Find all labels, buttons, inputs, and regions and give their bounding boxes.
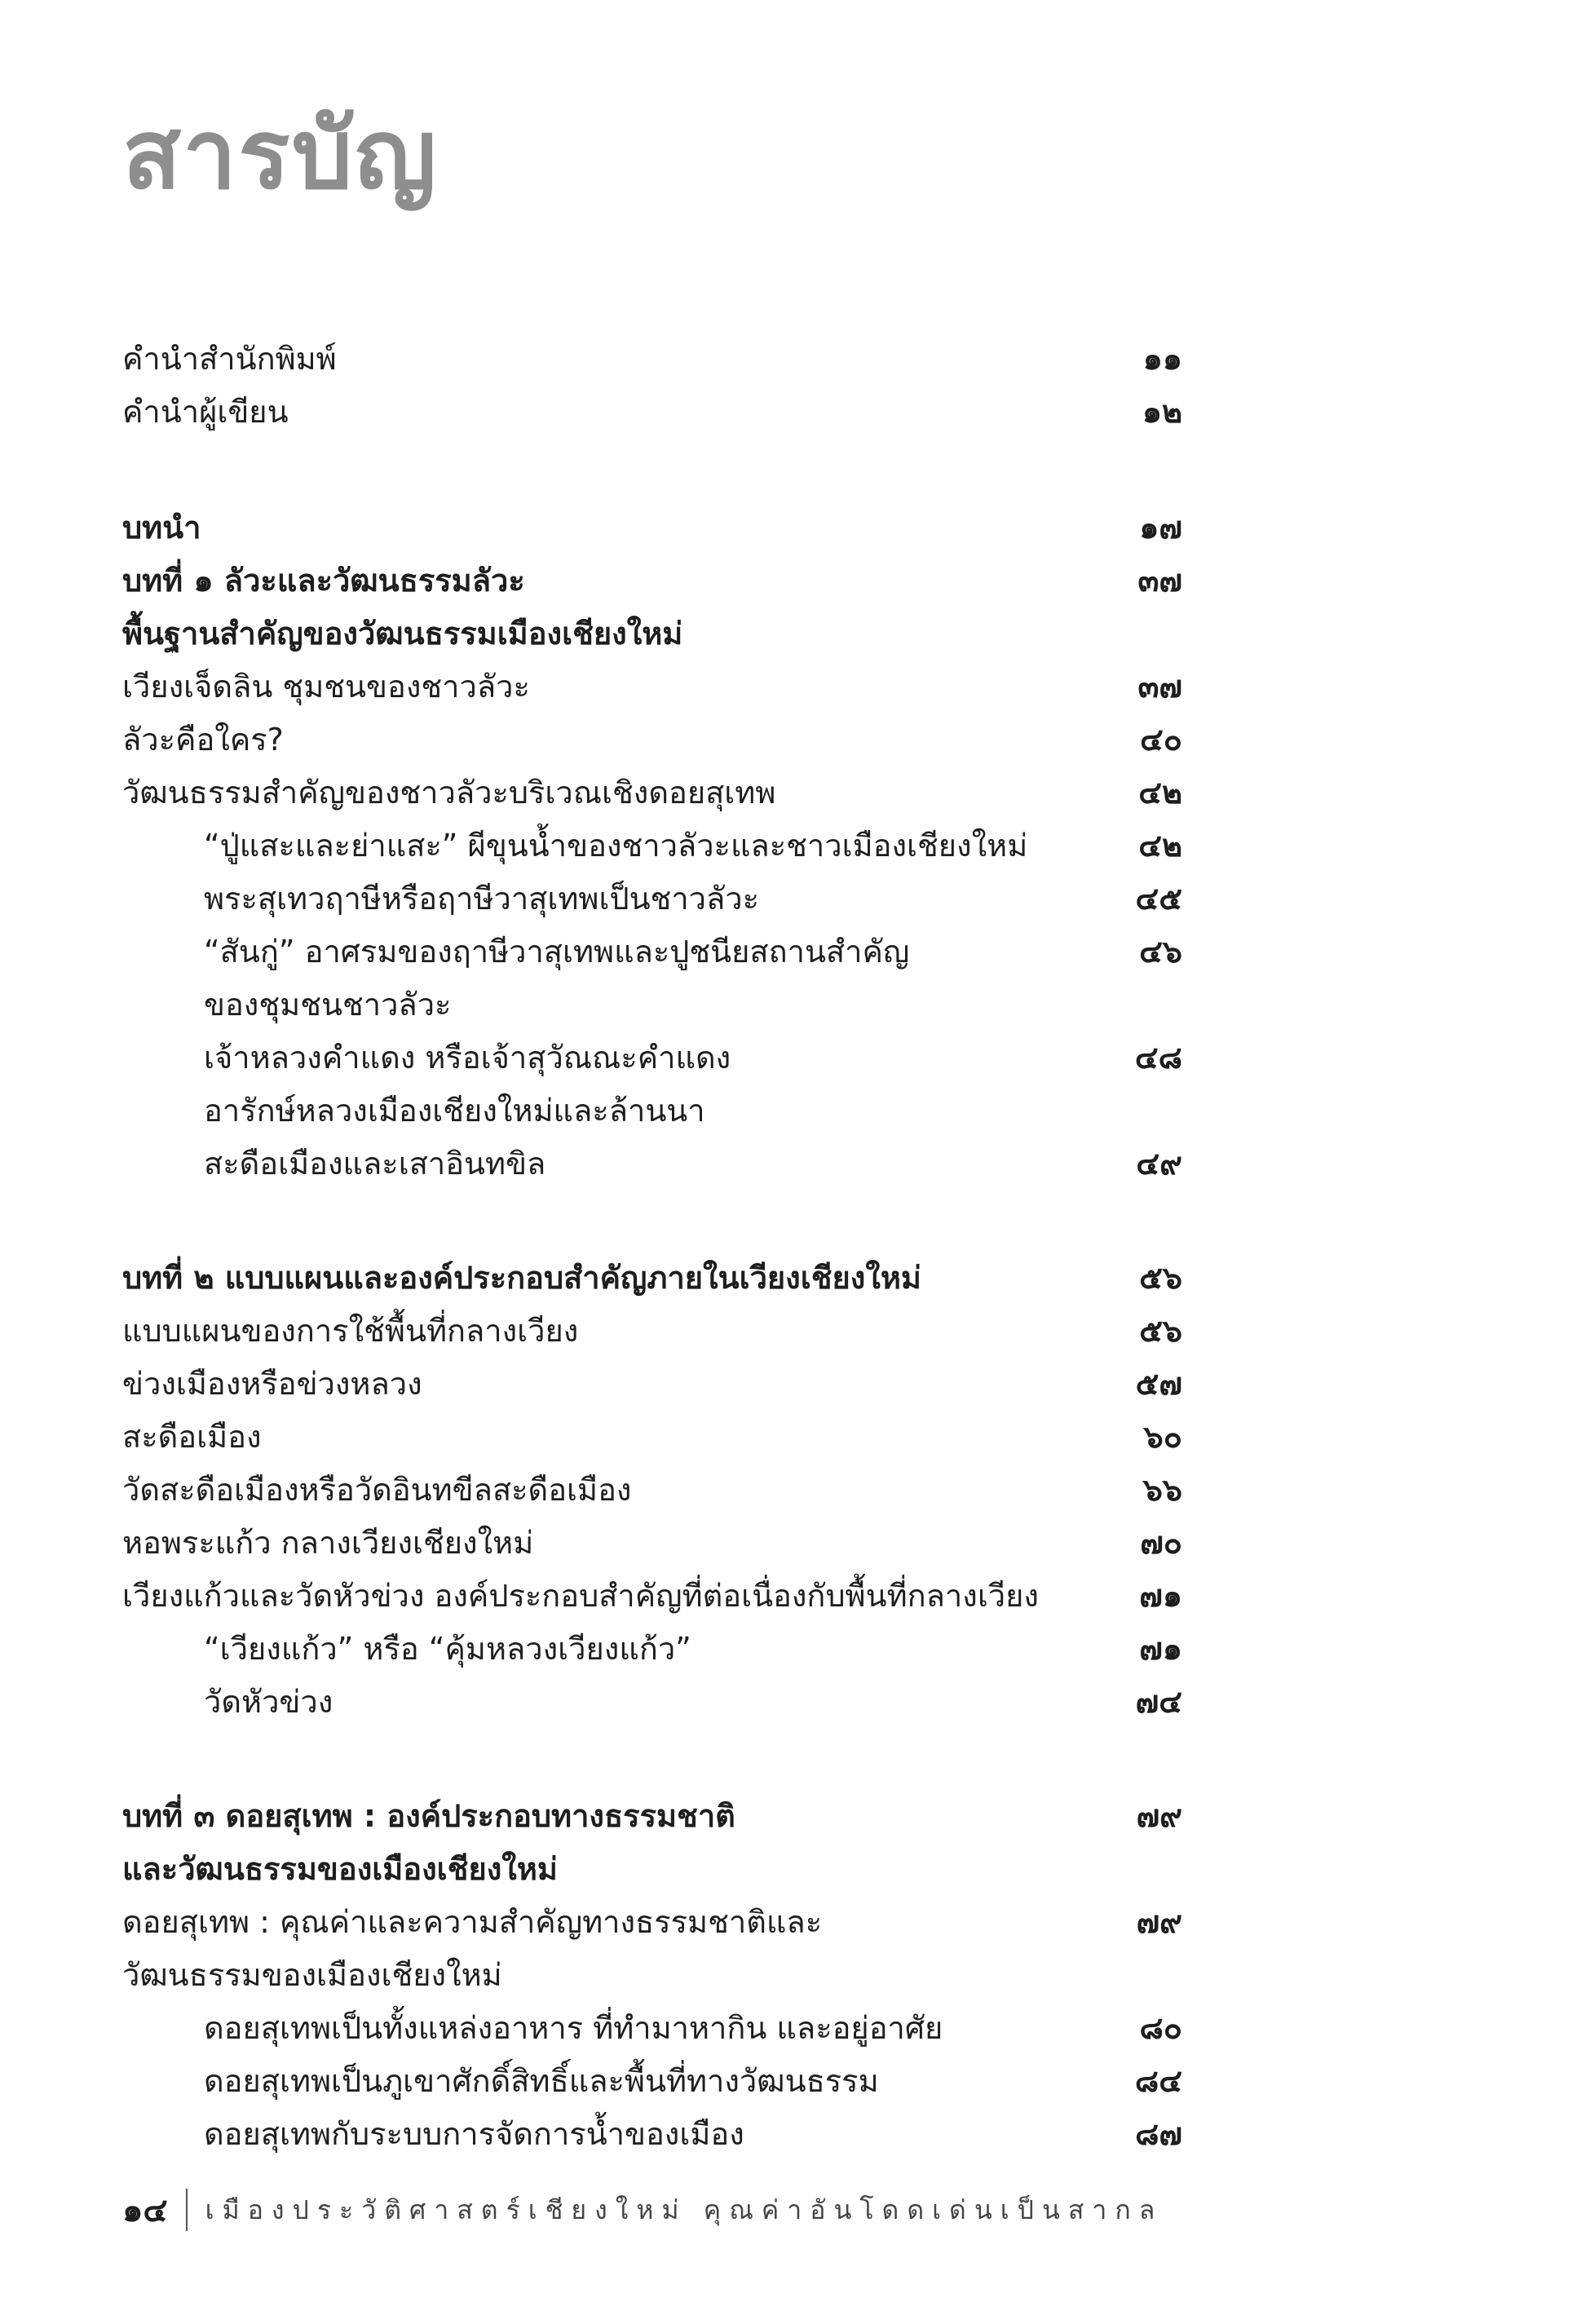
toc-entry — [122, 1306, 1182, 1355]
toc-entry — [122, 503, 1182, 552]
toc-entry-page-number: ๗๔ — [1135, 1684, 1182, 1720]
toc-entry-title: เจ้าหลวงคำแดง หรือเจ้าสุวัณณะคำแดง — [204, 1040, 731, 1076]
toc-entry-page-number: ๓๗ — [1137, 563, 1182, 599]
toc-entry-title: สะดือเมืองและเสาอินทขิล — [204, 1146, 546, 1182]
toc-entry-page-number: ๗๙ — [1136, 1904, 1182, 1940]
toc-entry-title: คำนำผู้เขียน — [122, 394, 289, 430]
toc-entry-page-number: ๔๘ — [1134, 1040, 1182, 1076]
toc-entry-title: ของชุมชนชาวลัวะ — [204, 987, 452, 1023]
toc-entry — [122, 2004, 1182, 2052]
toc-entry-page-number: ๕๗ — [1135, 1366, 1182, 1402]
toc-entry-title: ดอยสุเทพเป็นทั้งแหล่งอาหาร ที่ทำมาหากิน และอยู่อาศัย — [204, 2010, 943, 2046]
toc-entry-title: ดอยสุเทพ : คุณค่าและความสำคัญทางธรรมชาติและ — [122, 1904, 823, 1940]
toc-entry-title: พื้นฐานสำคัญของวัฒนธรรมเมืองเชียงใหม่ — [122, 616, 683, 652]
page-title: สารบัญ — [122, 98, 439, 210]
toc-entry — [122, 1677, 1182, 1726]
toc-entry-page-number: ๔๖ — [1139, 934, 1182, 970]
toc-entry — [122, 1518, 1182, 1567]
footer-page-number: ๑๔ — [122, 2192, 168, 2229]
toc-entry-page-number: ๗๑ — [1139, 1578, 1182, 1614]
toc-entry — [122, 1359, 1182, 1408]
toc-entry — [122, 1253, 1182, 1302]
toc-entry-title: หอพระแก้ว กลางเวียงเชียงใหม่ — [122, 1525, 534, 1561]
toc-entry-title: วัดหัวข่วง — [204, 1684, 333, 1720]
toc-entry-title: วัฒนธรรมสำคัญของชาวลัวะบริเวณเชิงดอยสุเทพ — [122, 775, 776, 811]
toc-entry-title: บทนำ — [122, 510, 201, 546]
toc-entry-page-number: ๗๐ — [1140, 1525, 1182, 1561]
toc-entry — [122, 2057, 1182, 2105]
toc-entry — [122, 387, 1182, 436]
toc-entry-page-number: ๗๑ — [1139, 1631, 1182, 1667]
toc-entry — [122, 556, 1182, 605]
toc-entry — [122, 927, 1182, 976]
toc-entry-page-number: ๓๗ — [1137, 669, 1182, 705]
toc-entry-title: ลัวะคือใคร? — [122, 722, 284, 758]
toc-entry — [122, 1898, 1182, 1946]
toc-entry — [122, 1033, 1182, 1082]
toc-entry-title: บทที่ ๒ แบบแผนและองค์ประกอบสำคัญภายในเวียงเชียงใหม่ — [122, 1260, 921, 1296]
toc-entry-page-number: ๘๗ — [1135, 2116, 1182, 2152]
toc-entry-page-number: ๕๖ — [1139, 1260, 1182, 1296]
toc-entry-page-number: ๗๙ — [1136, 1798, 1182, 1834]
toc-entry-title: เวียงแก้วและวัดหัวข่วง องค์ประกอบสำคัญที่ต่อเนื่องกับพื้นที่กลางเวียง — [122, 1578, 1039, 1614]
toc-entry-page-number: ๔๕ — [1135, 881, 1182, 917]
toc-entry — [122, 980, 1182, 1029]
toc-entry-title: ดอยสุเทพเป็นภูเขาศักดิ์สิทธิ์และพื้นที่ทางวัฒนธรรม — [204, 2063, 879, 2099]
toc-entry-page-number: ๕๖ — [1139, 1313, 1182, 1349]
toc-entry — [122, 662, 1182, 711]
toc-entry-title: เวียงเจ็ดลิน ชุมชนของชาวลัวะ — [122, 669, 530, 705]
toc-entry — [122, 768, 1182, 817]
toc-entry-page-number: ๑๗ — [1139, 510, 1182, 546]
toc-entry-title: “ปู่แสะและย่าแสะ” ผีขุนน้ำของชาวลัวะและชาวเมืองเชียงใหม่ — [204, 828, 1028, 864]
toc-entry-title: คำนำสำนักพิมพ์ — [122, 341, 337, 377]
toc-entry — [122, 1951, 1182, 1999]
toc-entry-title: พระสุเทวฤาษีหรือฤาษีวาสุเทพเป็นชาวลัวะ — [204, 881, 760, 917]
toc-entry — [122, 2110, 1182, 2158]
page-footer — [122, 2185, 1163, 2234]
toc-entry-title: วัฒนธรรมของเมืองเชียงใหม่ — [122, 1957, 502, 1993]
toc-entry-title: วัดสะดือเมืองหรือวัดอินทขีลสะดือเมือง — [122, 1472, 632, 1508]
toc-entry — [122, 1792, 1182, 1840]
toc-entry-page-number: ๔๙ — [1136, 1146, 1182, 1182]
toc-entry-page-number: ๔๐ — [1140, 722, 1182, 758]
toc-entry-title: สะดือเมือง — [122, 1419, 262, 1455]
toc-entry-page-number: ๑๑ — [1142, 341, 1182, 377]
footer-book-title: เมืองประวัติศาสตร์เชียงใหม่ คุณค่าอันโดดเด่นเป็นสากล — [205, 2194, 1164, 2225]
toc-entry-title: บทที่ ๓ ดอยสุเทพ : องค์ประกอบทางธรรมชาติ — [122, 1798, 735, 1834]
toc-entry — [122, 1086, 1182, 1135]
toc-entry-title: ข่วงเมืองหรือข่วงหลวง — [122, 1366, 422, 1402]
toc-entry — [122, 609, 1182, 658]
toc-entry — [122, 334, 1182, 383]
toc-entry — [122, 1465, 1182, 1514]
toc-entry-title: และวัฒนธรรมของเมืองเชียงใหม่ — [122, 1851, 558, 1887]
toc-entry-title: แบบแผนของการใช้พื้นที่กลางเวียง — [122, 1313, 579, 1349]
toc-entry — [122, 874, 1182, 923]
footer-divider — [186, 2189, 188, 2231]
toc-entry — [122, 1139, 1182, 1188]
toc-entry-page-number: ๖๐ — [1143, 1419, 1182, 1455]
toc-entry-title: “เวียงแก้ว” หรือ “คุ้มหลวงเวียงแก้ว” — [204, 1631, 691, 1667]
toc-entry-title: อารักษ์หลวงเมืองเชียงใหม่และล้านนา — [204, 1093, 705, 1129]
toc-entry-title: ดอยสุเทพกับระบบการจัดการน้ำของเมือง — [204, 2116, 744, 2152]
toc-entry-page-number: ๘๔ — [1134, 2063, 1182, 2099]
toc-entry-page-number: ๔๒ — [1138, 775, 1182, 811]
toc-entry — [122, 1845, 1182, 1893]
toc-entry-title: บทที่ ๑ ลัวะและวัฒนธรรมลัวะ — [122, 563, 525, 599]
toc-entry — [122, 715, 1182, 764]
toc-entry-title: “สันกู่” อาศรมของฤาษีวาสุเทพและปูชนียสถานสำคัญ — [204, 934, 910, 970]
toc-entry-page-number: ๘๐ — [1139, 2010, 1182, 2046]
toc-entry — [122, 1624, 1182, 1673]
toc-entry — [122, 1412, 1182, 1461]
toc-entry — [122, 1571, 1182, 1620]
toc-entry — [122, 821, 1182, 870]
toc-entry-page-number: ๑๒ — [1142, 394, 1182, 430]
toc-entry-page-number: ๖๖ — [1142, 1472, 1182, 1508]
toc-entry-page-number: ๔๒ — [1138, 828, 1182, 864]
